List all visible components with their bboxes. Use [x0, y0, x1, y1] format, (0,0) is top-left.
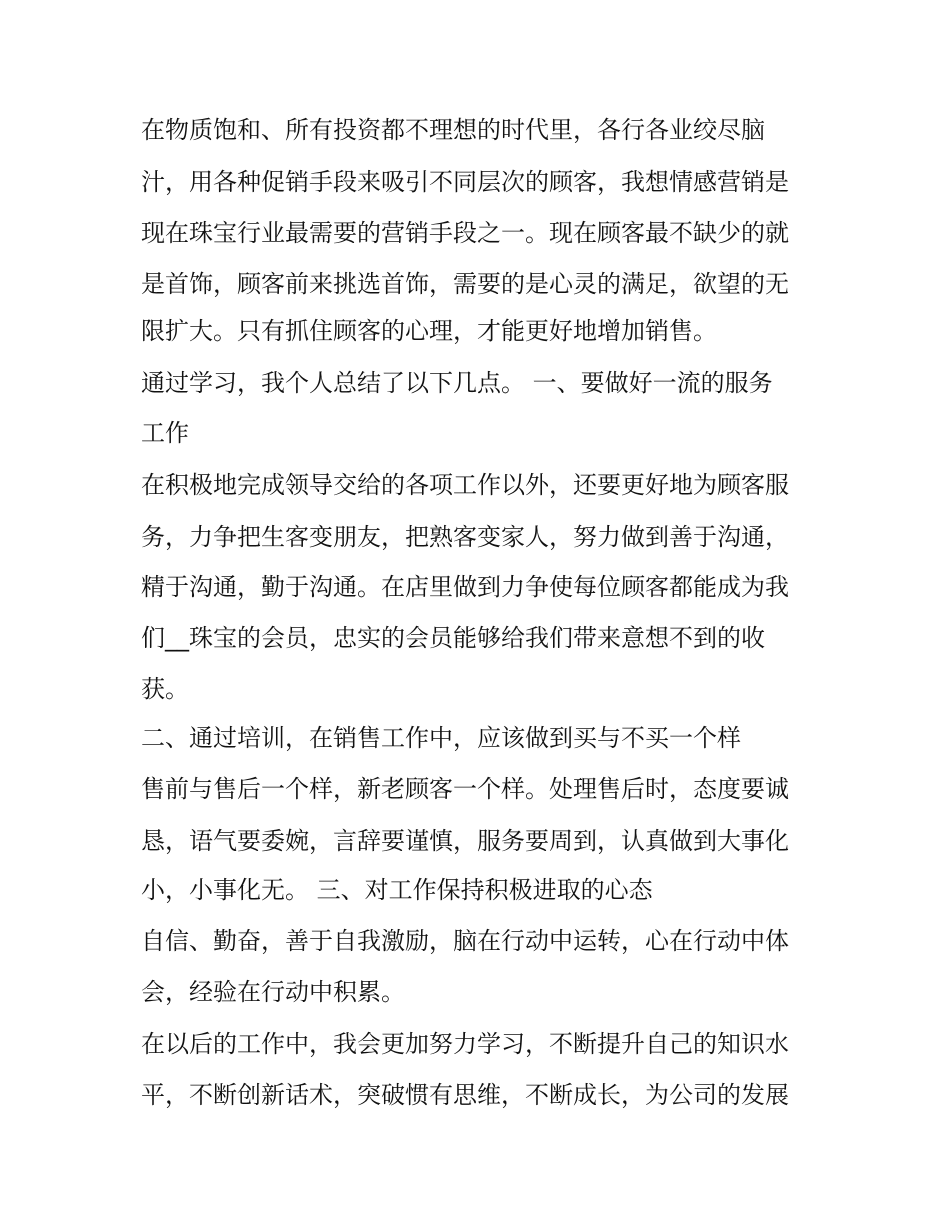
text-line-10: 精于沟通，勤于沟通。在店里做到力争使每位顾客都能成为我 — [141, 573, 789, 601]
text-line-7: 工作 — [141, 419, 189, 447]
text-line-3: 现在珠宝行业最需要的营销手段之一。现在顾客最不缺少的就 — [141, 219, 789, 247]
text-line-17: 自信、勤奋，善于自我激励，脑在行动中运转，心在行动中体 — [141, 927, 789, 955]
text-line-4: 是首饰，顾客前来挑选首饰，需要的是心灵的满足，欲望的无 — [141, 270, 789, 298]
text-line-19: 在以后的工作中，我会更加努力学习，不断提升自己的知识水 — [141, 1030, 789, 1058]
text-line-16: 小，小事化无。 三、对工作保持积极进取的心态 — [141, 876, 653, 904]
text-line-12: 获。 — [141, 675, 189, 703]
text-line-18: 会，经验在行动中积累。 — [141, 978, 405, 1006]
text-line-14: 售前与售后一个样，新老顾客一个样。处理售后时，态度要诚 — [141, 775, 789, 803]
text-line-6: 通过学习，我个人总结了以下几点。 一、要做好一流的服务 — [141, 369, 773, 397]
text-line-20: 平，不断创新话术，突破惯有思维，不断成长，为公司的发展 — [141, 1081, 789, 1109]
text-line-15: 恳，语气要委婉，言辞要谨慎，服务要周到，认真做到大事化 — [141, 827, 789, 855]
text-line-13: 二、通过培训，在销售工作中，应该做到买与不买一个样 — [141, 724, 741, 752]
text-line-1: 在物质饱和、所有投资都不理想的时代里，各行各业绞尽脑 — [141, 116, 765, 144]
text-line-8: 在积极地完成领导交给的各项工作以外，还要更好地为顾客服 — [141, 471, 789, 499]
text-line-2: 汁，用各种促销手段来吸引不同层次的顾客，我想情感营销是 — [141, 168, 789, 196]
text-line-5: 限扩大。只有抓住顾客的心理，才能更好地增加销售。 — [141, 317, 717, 345]
text-line-11: 们__珠宝的会员，忠实的会员能够给我们带来意想不到的收 — [141, 624, 765, 652]
text-line-9: 务，力争把生客变朋友，把熟客变家人，努力做到善于沟通， — [141, 523, 789, 551]
